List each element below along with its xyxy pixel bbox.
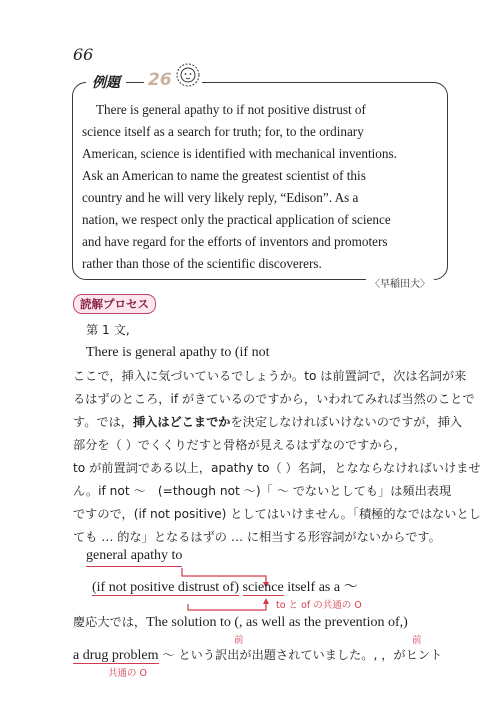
section-badge: 読解プロセス [73,294,156,314]
sentence-label: 第 1 文, [86,323,130,337]
example-number: 26 [144,70,176,90]
keio-prefix: 慶応大では， [73,615,147,629]
diagram-annotation: to と of の共通の O [276,600,362,611]
keio-line-2 [73,645,442,666]
diagram-middle-line [92,578,358,598]
quote-line: There is general apathy to (if not [86,345,270,360]
para-line-5: to が前置詞である以上，apathy to（ ）名詞，となならなければいけませ [73,461,481,475]
keio-obj-label: 共通の O [108,668,147,679]
para-line-3-c: を決定しなければいけないのですが，挿入 [230,415,463,429]
example-line-5: country and he will very likely reply, “Edison”. As a [82,190,359,205]
keio-line [73,612,408,633]
source-label: 〈早稲田大〉 [366,275,434,290]
para-line-3-bold: 挿入はどこまでか [132,415,231,429]
para-line-6: ん。if not 〜 (=though not 〜)「 〜 でないとしても」は頻出表現 [73,484,452,498]
example-line-7: and have regard for the efforts of inventors and promoters [82,234,388,249]
diagram-rest: itself as a 〜 [283,580,358,595]
diagram-science: science [242,580,284,595]
para-line-8: ても … 的な」となるはずの … に相当する形容詞がないからです。 [73,530,441,544]
example-line-2: science itself as a search for truth; for, to the ordinary [82,124,364,139]
keio-line-2-rest: 〜 という訳出が出題されていました。, ，がヒント [158,648,443,662]
diagram-parenthetical: (if not positive distrust of) [92,580,239,595]
para-line-4: 部分を（ ）でくくりだすと骨格が見えるはずなのですから， [73,438,406,452]
example-line-4: Ask an American to name the greatest scientist of this [82,168,366,183]
para-line-7: ですので，(if not positive) としてはいけません。「積極的なではないとし [73,507,481,521]
example-label: 例題 [86,72,126,92]
para-line-3 [73,412,462,432]
para-line-2: るはずのところ，if がきているのですから，いわれてみれば当然のことで [73,392,475,406]
para-line-1: ここで，挿入に気づいているでしょうか。to は前置詞で，次は名詞が来 [73,369,467,383]
keio-mark-2: 前 [412,635,422,646]
example-line-3: American, science is identified with mechanical inventions. [82,146,397,161]
example-line-6: nation, we respect only the practical application of science [82,212,391,227]
keio-phrase: The solution to (, as well as the prevention of,) [146,615,408,630]
example-line-1: There is general apathy to if not positive distrust of [96,102,366,117]
page-number: 66 [73,45,94,64]
para-line-3-a: す。では， [73,415,133,429]
lion-icon [174,62,202,88]
keio-drug-problem: a drug problem [73,648,159,663]
keio-mark-1: 前 [234,635,244,646]
diagram-top-phrase: general apathy to [86,546,182,567]
example-line-8: rather than those of the scientific discoverers. [82,256,322,271]
